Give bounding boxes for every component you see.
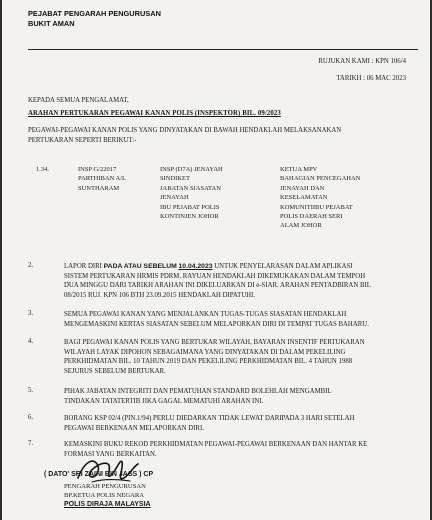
paragraph-2 — [64, 262, 424, 300]
paragraph-4-line-1: BAGI PEGAWAI KANAN POLIS YANG BERTUKAR WILAYAH, BAYARAN INSENTIF PERTUKARAN — [64, 339, 365, 346]
salutation: KEPADA SEMUA PENGALAMAT, — [28, 97, 129, 104]
entry-number: 1.34. — [36, 166, 49, 173]
paragraph-3-line-1: SEMUA PEGAWAI KANAN YANG MENJALANKAN TUGAS-TUGAS SIASATAN HENDAKLAH — [64, 311, 347, 318]
paragraph-number: 7. — [28, 440, 34, 447]
paragraph-6-line-2: PEGAWAI BERKENAAN MELAPORKAN DIRI. — [64, 424, 204, 432]
deadline-label: PADA ATAU SEBELUM — [103, 263, 177, 270]
paragraph-number: 6. — [28, 414, 34, 421]
from-unit-line: KONTINJEN JOHOR — [160, 213, 219, 221]
to-unit-column — [280, 165, 360, 231]
letter-page — [2, 0, 430, 520]
intro-paragraph — [28, 126, 341, 145]
paragraph-4-line-4: SEJURUS SEBELUM BERTUKAR. — [64, 367, 166, 375]
officer-name-line: INSP G/22017 — [78, 166, 117, 173]
paragraph-5-line-2: TINDAKAN TATATERTIB JIKA GAGAL MEMATUHI ARAHAN INI. — [64, 397, 264, 405]
letterhead-line-2: BUKIT AMAN — [28, 19, 75, 28]
paragraph-2-line-1-rest: UNTUK PENYELARASAN DALAM APLIKASI — [214, 263, 353, 270]
reference-number: RUJUKAN KAMI : KPN 106/4 — [318, 58, 406, 65]
from-unit-column — [160, 165, 223, 221]
paragraph-6 — [64, 414, 424, 433]
organization-name: POLIS DIRAJA MALAYSIA — [64, 501, 151, 508]
paragraph-number: 2. — [28, 262, 34, 269]
paragraph-number: 3. — [28, 310, 34, 317]
paragraph-5-line-1: PIHAK JABATAN INTEGRITI DAN PEMATUHAN STANDARD BOLEHLAH MENGAMBIL — [64, 388, 332, 395]
signatory-name: ( DATO' SRI ZAINI BIN JASS ) CP — [44, 471, 154, 478]
paragraph-4-line-2: WILAYAH LAYAK DIPOHON SEBAGAIMANA YANG DINYATAKAN DI DALAM PEKELILING — [64, 348, 346, 356]
paragraph-6-line-1: BORANG KSP 02/4 (PIN.1/94) PERLU DIEDARKAN TIDAK LEWAT DARIPADA 3 HARI SETELAH — [64, 415, 355, 422]
from-unit-line: IBU PEJABAT POLIS — [160, 203, 220, 211]
to-unit-line: POLIS DAERAH SERI — [280, 213, 343, 221]
signatory-title-2: BP.KETUA POLIS NEGARA — [64, 492, 145, 499]
paragraph-2-line-1 — [64, 262, 424, 272]
from-unit-line: INSP (D7A) JENAYAH — [160, 166, 223, 173]
header-divider — [28, 49, 418, 50]
paragraph-number: 5. — [28, 387, 34, 394]
letterhead-line-1: PEJABAT PENGARAH PENGURUSAN — [28, 9, 161, 18]
report-label: LAPOR DIRI — [64, 263, 102, 270]
to-unit-line: KETUA MPV — [280, 166, 318, 173]
from-unit-line: JABATAN SIASATAN — [160, 184, 221, 192]
paragraph-4 — [64, 338, 424, 376]
subject-line: ARAHAN PERTUKARAN PEGAWAI KANAN POLIS (INSPEKTOR) BIL. 09/2023 — [28, 110, 281, 117]
to-unit-line: KESELAMATAN — [280, 194, 328, 202]
officer-name-column — [78, 165, 126, 193]
to-unit-line: ALAM JOHOR — [280, 222, 322, 230]
letter-date: TARIKH : 06 MAC 2023 — [336, 75, 406, 82]
paragraph-2-line-3: DUA MINGGU DARI TARIKH ARAHAN INI DIKELUARKAN DI e-SIAR. ARAHAN PENTADBIRAN BIL — [64, 282, 371, 290]
signatory-title-1: PENGARAH PENGURUSAN — [64, 483, 146, 490]
paragraph-2-line-2: SISTEM PERTUKARAN HRMIS PDRM. RAYUAN HENDAKLAH DIKEMUKAKAN DALAM TEMPOH — [64, 272, 366, 280]
to-unit-line: BAHAGIAN PENCEGAHAN — [280, 175, 361, 183]
intro-line-1: PEGAWAI-PEGAWAI KANAN POLIS YANG DINYATAKAN DI BAWAH HENDAKLAH MELAKSANAKAN — [28, 127, 342, 134]
paragraph-5 — [64, 387, 424, 406]
to-unit-line: JENAYAH DAN — [280, 184, 325, 192]
from-unit-line: SINDIKET — [160, 175, 190, 183]
handwritten-signature — [72, 452, 142, 486]
intro-line-2: PERTUKARAN SEPERTI BERIKUT:- — [28, 136, 137, 144]
paragraph-2-line-4: 08/2015 RUJ. KPN 106 BTH 23.09.2015 HENDAKLAH DIPATUHI. — [64, 291, 256, 299]
deadline-date: 10.04.2023 — [178, 263, 213, 270]
from-unit-line: JENAYAH — [160, 194, 189, 202]
paragraph-3-line-2: MENGEMASKINI KERTAS SIASATAN SEBELUM MELAPORKAN DIRI DI TEMPAT TUGAS BAHARU. — [64, 320, 369, 328]
paragraph-4-line-3: PERKHIDMATAN BIL. 10 TAHUN 2019 DAN PEKELILING PERKHIDMATAN BIL. 4 TAHUN 1988 — [64, 358, 353, 366]
to-unit-line: KOMUNITIIBU PEJABAT — [280, 203, 353, 211]
paragraph-7-line-2: FORMASI YANG BERKAITAN. — [64, 450, 157, 458]
paragraph-number: 4. — [28, 338, 34, 345]
letterhead — [28, 9, 161, 29]
paragraph-3 — [64, 310, 424, 329]
officer-name-line: SUNTHARAM — [78, 184, 120, 192]
paragraph-7-line-1: KEMASKINI BUKU REKOD PERKHIDMATAN PEGAWAI-PEGAWAI BERKENAAN DAN HANTAR KE — [64, 441, 368, 448]
officer-name-line: PARTHIBAN A/L — [78, 175, 126, 183]
